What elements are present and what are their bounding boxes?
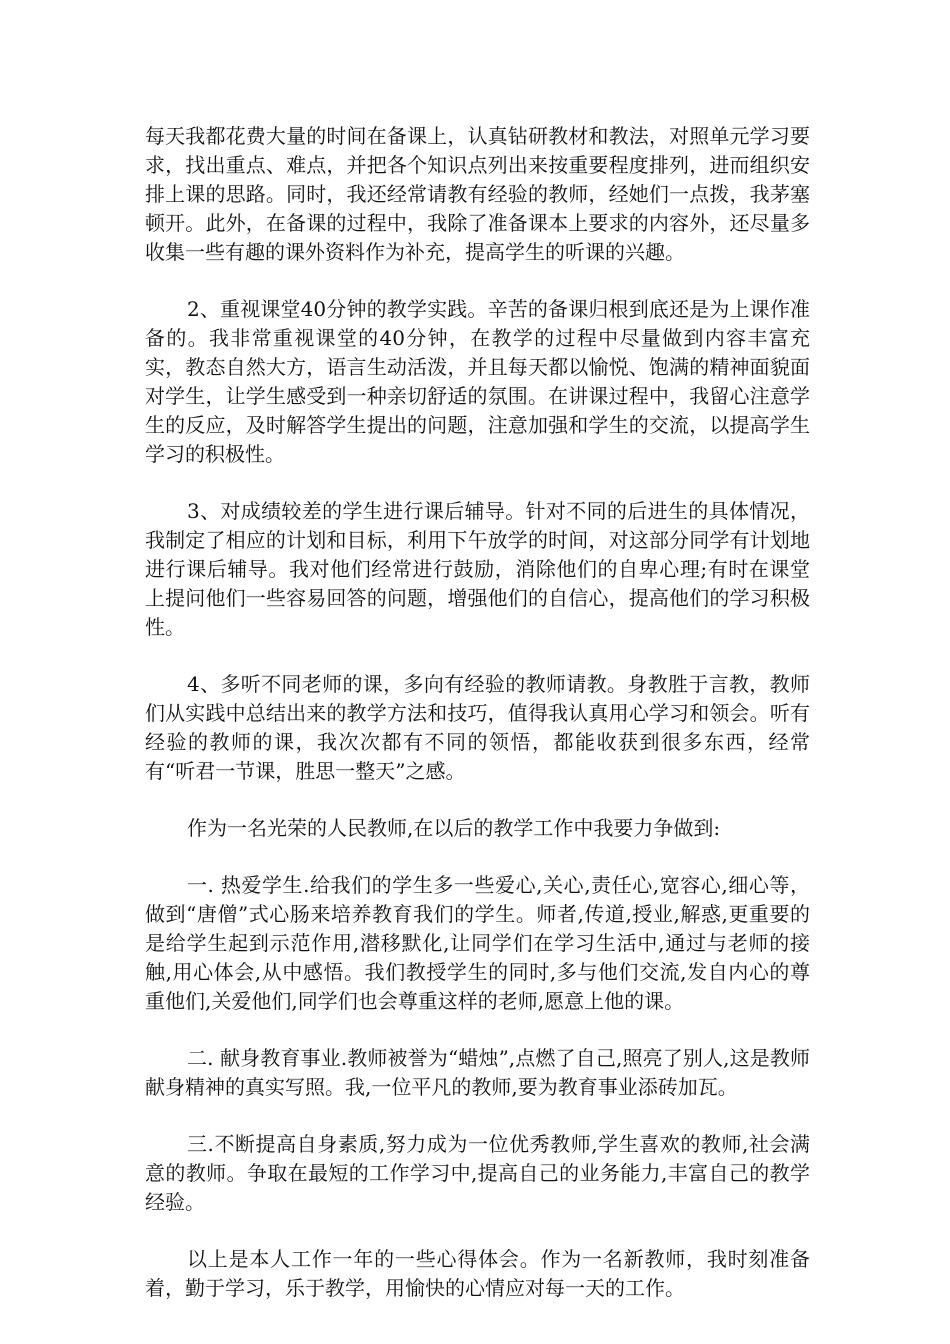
paragraph-point-4: 4、多听不同老师的课，多向有经验的教师请教。身教胜于言教，教师们从实践中总结出来的教学方法和技巧，值得我认真用心学习和领会。听有经验的教师的课，我次次都有不同的领悟，都能收获到很多东西，经常有“听君一节课，胜思一整天”之感。	[145, 672, 810, 783]
paragraph-goal-1: 一. 热爱学生.给我们的学生多一些爱心,关心,责任心,宽容心,细心等，做到“唐僧”式心肠来培养教育我们的学生。师者,传道,授业,解惑,更重要的是给学生起到示范作用,潜移默化,让同学们在学习生活中,通过与老师的接触,用心体会,从中感悟。我们教授学生的同时,多与他们交流,发自内心的尊重他们,关爱他们,同学们也会尊重这样的老师,愿意上他的课。	[145, 873, 810, 1013]
paragraph-goals-intro: 作为一名光荣的人民教师,在以后的教学工作中我要力争做到:	[187, 816, 721, 840]
paragraph-goal-2: 二. 献身教育事业.教师被誉为“蜡烛”,点燃了自己,照亮了别人,这是教师献身精神的真实写照。我,一位平凡的教师,要为教育事业添砖加瓦。	[145, 1046, 810, 1099]
document-body	[145, 122, 810, 1303]
paragraph-conclusion: 以上是本人工作一年的一些心得体会。作为一名新教师，我时刻准备着，勤于学习，乐于教学，用愉快的心情应对每一天的工作。	[145, 1247, 810, 1300]
paragraph-point-2: 2、重视课堂40分钟的教学实践。辛苦的备课归根到底还是为上课作准备的。我非常重视课堂的40分钟，在教学的过程中尽量做到内容丰富充实，教态自然大方，语言生动活泼，并且每天都以愉悦、饱满的精神面貌面对学生，让学生感受到一种亲切舒适的氛围。在讲课过程中，我留心注意学生的反应，及时解答学生提出的问题，注意加强和学生的交流，以提高学生学习的积极性。	[145, 297, 810, 466]
paragraph-point-3: 3、对成绩较差的学生进行课后辅导。针对不同的后进生的具体情况，我制定了相应的计划和目标，利用下午放学的时间，对这部分同学有计划地进行课后辅导。我对他们经常进行鼓励，消除他们的自卑心理;有时在课堂上提问他们一些容易回答的问题，增强他们的自信心，提高他们的学习积极性。	[145, 499, 810, 639]
paragraph-lesson-preparation: 每天我都花费大量的时间在备课上，认真钻研教材和教法，对照单元学习要求，找出重点、难点，并把各个知识点列出来按重要程度排列，进而组织安排上课的思路。同时，我还经常请教有经验的教师，经她们一点拨，我茅塞顿开。此外，在备课的过程中，我除了准备课本上要求的内容外，还尽量多收集一些有趣的课外资料作为补充，提高学生的听课的兴趣。	[145, 124, 810, 264]
paragraph-goal-3: 三.不断提高自身素质,努力成为一位优秀教师,学生喜欢的教师,社会满意的教师。争取在最短的工作学习中,提高自己的业务能力,丰富自己的教学经验。	[145, 1132, 810, 1214]
